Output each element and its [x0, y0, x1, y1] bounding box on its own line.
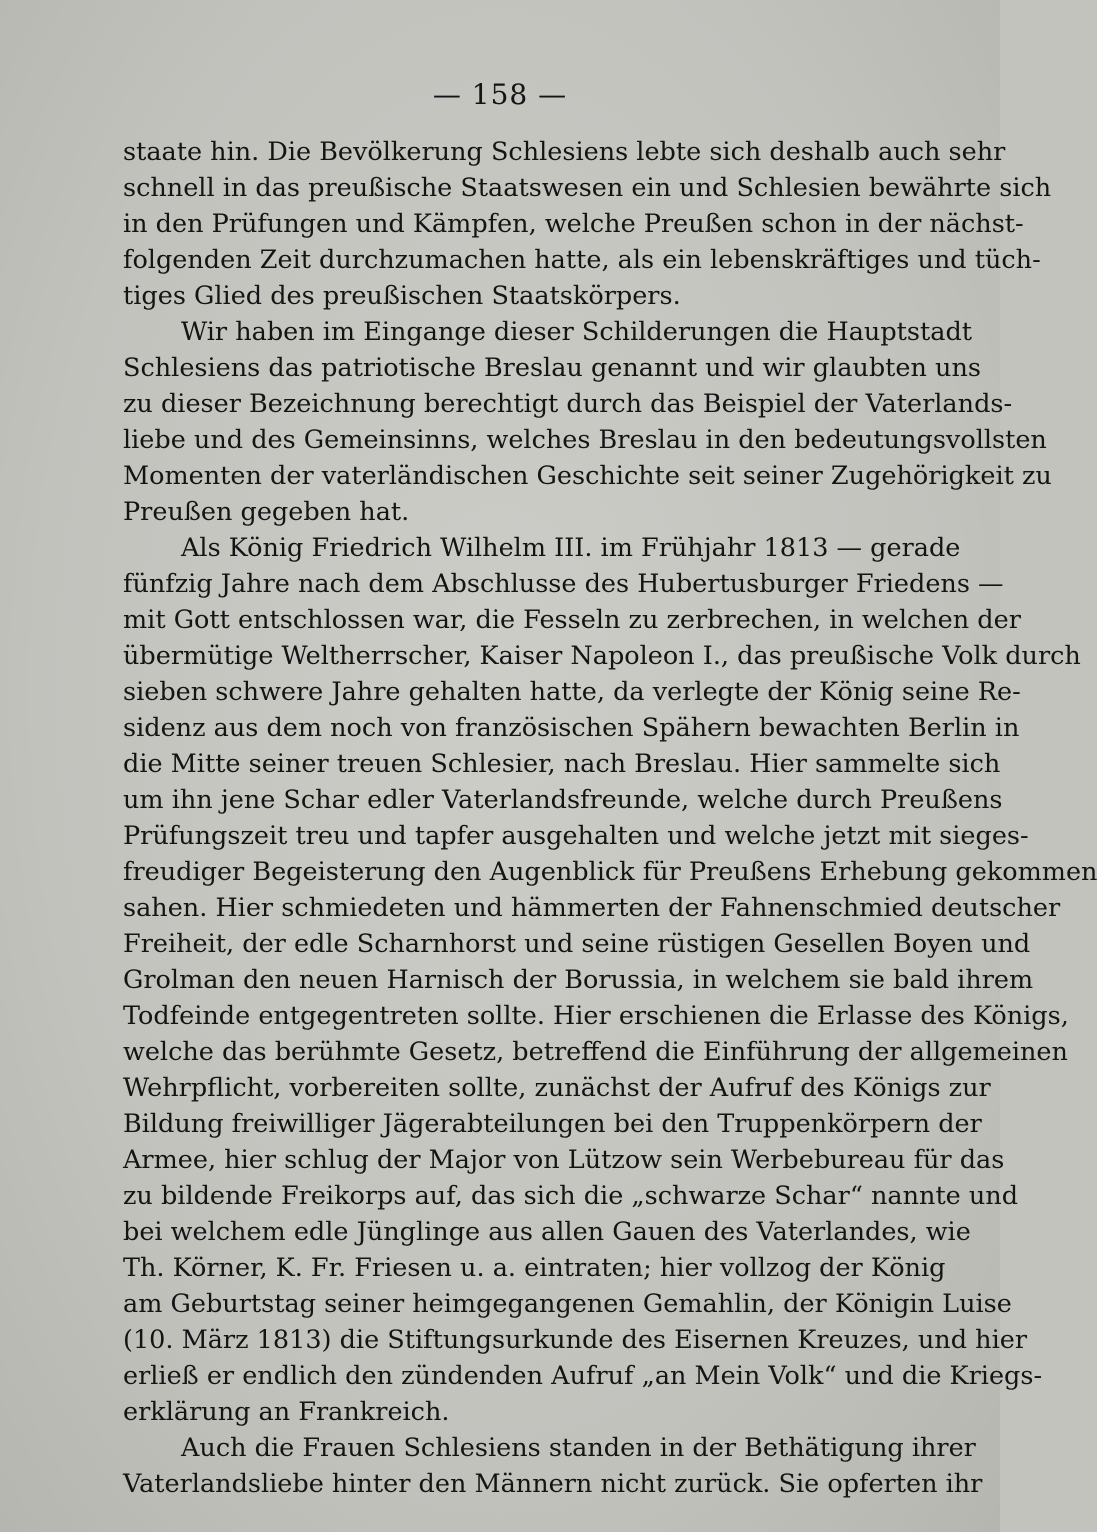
text-line: Wehrpflicht, vorbereiten sollte, zunächst der Aufruf des Königs zur	[123, 1073, 991, 1103]
text-line: Momenten der vaterländischen Geschichte seit seiner Zugehörigkeit zu	[123, 461, 1052, 491]
text-line: sidenz aus dem noch von französischen Spähern bewachten Berlin in	[123, 713, 1020, 743]
text-line: die Mitte seiner treuen Schlesier, nach Breslau. Hier sammelte sich	[123, 749, 1001, 779]
paragraph-2	[123, 314, 1052, 530]
body-text	[123, 134, 1097, 1502]
text-line: sieben schwere Jahre gehalten hatte, da verlegte der König seine Re-	[123, 677, 1021, 707]
text-line: schnell in das preußische Staatswesen ein und Schlesien bewährte sich	[123, 173, 1052, 203]
paragraph-3	[123, 530, 1097, 1430]
text-line: am Geburtstag seiner heimgegangenen Gemahlin, der Königin Luise	[123, 1289, 1012, 1319]
text-line: Wir haben im Eingange dieser Schilderungen die Hauptstadt	[181, 317, 973, 347]
text-line: übermütige Weltherrscher, Kaiser Napoleon I., das preußische Volk durch	[123, 641, 1081, 671]
text-line: Prüfungszeit treu und tapfer ausgehalten und welche jetzt mit sieges-	[123, 821, 1029, 851]
text-line: zu bildende Freikorps auf, das sich die „schwarze Schar“ nannte und	[123, 1181, 1019, 1211]
paragraph-4	[123, 1430, 983, 1502]
text-line: in den Prüfungen und Kämpfen, welche Preußen schon in der nächst-	[123, 209, 1024, 239]
text-line: staate hin. Die Bevölkerung Schlesiens lebte sich deshalb auch sehr	[123, 137, 1006, 167]
text-line: zu dieser Bezeichnung berechtigt durch das Beispiel der Vaterlands-	[123, 389, 1013, 419]
text-line: Preußen gegeben hat.	[123, 497, 410, 527]
paragraph-1	[123, 134, 1052, 314]
text-line: Th. Körner, K. Fr. Friesen u. a. eintraten; hier vollzog der König	[123, 1253, 946, 1283]
text-line: (10. März 1813) die Stiftungsurkunde des Eisernen Kreuzes, und hier	[123, 1325, 1028, 1355]
text-line: erklärung an Frankreich.	[123, 1397, 450, 1427]
text-line: Schlesiens das patriotische Breslau genannt und wir glaubten uns	[123, 353, 981, 383]
text-line: sahen. Hier schmiedeten und hämmerten der Fahnenschmied deutscher	[123, 893, 1061, 923]
text-line: Bildung freiwilliger Jägerabteilungen bei den Truppenkörpern der	[123, 1109, 982, 1139]
text-line: Grolman den neuen Harnisch der Borussia, in welchem sie bald ihrem	[123, 965, 1034, 995]
text-line: freudiger Begeisterung den Augenblick für Preußens Erhebung gekommen	[123, 857, 1097, 887]
text-line: tiges Glied des preußischen Staatskörpers.	[123, 281, 681, 311]
page-number: — 158 —	[432, 78, 568, 111]
text-line: erließ er endlich den zündenden Aufruf „an Mein Volk“ und die Kriegs-	[123, 1361, 1043, 1391]
text-line: Todfeinde entgegentreten sollte. Hier erschienen die Erlasse des Königs,	[123, 1001, 1069, 1031]
text-line: Freiheit, der edle Scharnhorst und seine rüstigen Gesellen Boyen und	[123, 929, 1031, 959]
text-line: fünfzig Jahre nach dem Abschlusse des Hubertusburger Friedens —	[123, 569, 1004, 599]
text-line: mit Gott entschlossen war, die Fesseln zu zerbrechen, in welchen der	[123, 605, 1021, 635]
text-line: bei welchem edle Jünglinge aus allen Gauen des Vaterlandes, wie	[123, 1217, 971, 1247]
text-line: Vaterlandsliebe hinter den Männern nicht zurück. Sie opferten ihr	[123, 1469, 983, 1499]
text-line: liebe und des Gemeinsinns, welches Breslau in den bedeutungsvollsten	[123, 425, 1047, 455]
text-line: welche das berühmte Gesetz, betreffend die Einführung der allgemeinen	[123, 1037, 1068, 1067]
text-line: folgenden Zeit durchzumachen hatte, als ein lebenskräftiges und tüch-	[123, 245, 1041, 275]
text-line: um ihn jene Schar edler Vaterlandsfreunde, welche durch Preußens	[123, 785, 1003, 815]
text-line: Armee, hier schlug der Major von Lützow sein Werbebureau für das	[123, 1145, 1005, 1175]
text-line: Auch die Frauen Schlesiens standen in der Bethätigung ihrer	[181, 1433, 976, 1463]
text-line: Als König Friedrich Wilhelm III. im Frühjahr 1813 — gerade	[181, 533, 961, 563]
